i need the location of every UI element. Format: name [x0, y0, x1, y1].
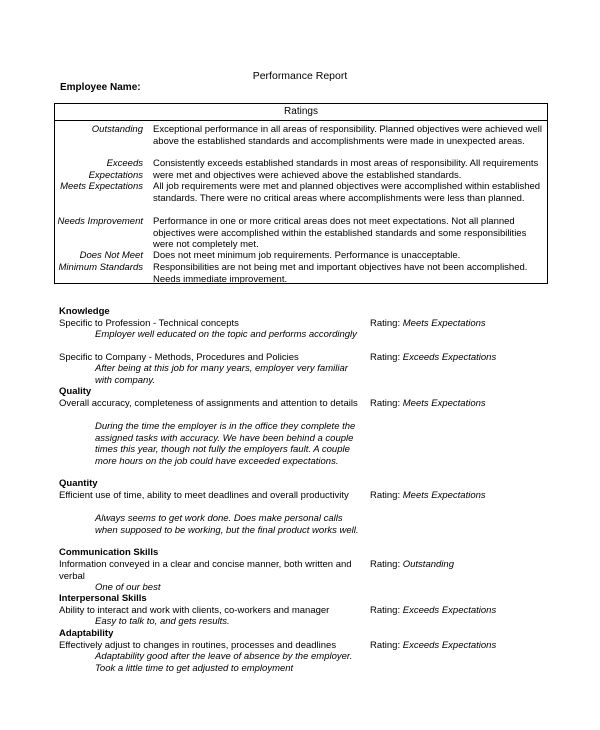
rating-value — [370, 318, 486, 330]
rating-level: Exceeds Expectations — [402, 605, 497, 616]
rating-prefix: Rating: — [370, 490, 401, 501]
comment-technical-concepts: Employer well educated on the topic and performs accordingly — [95, 329, 357, 340]
rating-value — [370, 559, 454, 571]
rating-definition: All job requirements were met and planned objectives were accomplished within established standards. There were no critical areas where accomplishments were less than planned. — [153, 181, 541, 204]
rating-prefix: Rating: — [370, 398, 401, 409]
section-title-quality: Quality — [59, 386, 92, 397]
rating-definition: Exceptional performance in all areas of responsibility. Planned objectives were achieved well above the established standards and accomplishments were made in unexpected areas. — [153, 124, 543, 147]
comment-adjust-changes: Adaptability good after the leave of absence by the employer. Took a little time to get adjusted to employment — [95, 651, 353, 674]
rating-value — [370, 398, 486, 410]
criterion-accuracy: Overall accuracy, completeness of assignments and attention to details — [59, 398, 358, 409]
criterion-interact-clients: Ability to interact and work with clients, co-workers and manager — [59, 605, 330, 616]
criterion-company-methods: Specific to Company - Methods, Procedures and Policies — [59, 352, 299, 363]
rating-definition: Performance in one or more critical areas does not meet expectations. Not all planned objectives were accomplished within the established standards and some responsibilities were not completely met. — [153, 216, 527, 250]
comment-efficient-time: Always seems to get work done. Does make personal calls when supposed to be working, but the final product works well. — [95, 513, 359, 536]
rating-definition: Responsibilities are not being met and important objectives have not been accomplished. Needs immediate improvement. — [153, 262, 528, 285]
comment-interact-clients: Easy to talk to, and gets results. — [95, 616, 230, 627]
section-title-knowledge: Knowledge — [59, 306, 110, 317]
employee-name-label: Employee Name: — [60, 82, 141, 93]
rating-prefix: Rating: — [370, 605, 401, 616]
rating-level: Meets Expectations — [402, 398, 486, 409]
section-title-interpersonal: Interpersonal Skills — [59, 593, 147, 604]
rating-level: Meets Expectations — [402, 318, 486, 329]
rating-prefix: Rating: — [370, 318, 401, 329]
section-title-communication: Communication Skills — [59, 547, 159, 558]
rating-level: Exceeds Expectations — [402, 352, 497, 363]
rating-level: Meets Expectations — [402, 490, 486, 501]
rating-level: Outstanding — [402, 559, 454, 570]
rating-definition: Does not meet minimum job requirements. Performance is unacceptable. — [153, 250, 461, 261]
criterion-efficient-time: Efficient use of time, ability to meet deadlines and overall productivity — [59, 490, 349, 501]
rating-term: Needs Improvement — [57, 216, 143, 227]
rating-prefix: Rating: — [370, 640, 401, 651]
ratings-table — [54, 103, 548, 284]
rating-term: Exceeds Expectations — [88, 158, 143, 181]
rating-value — [370, 640, 496, 652]
rating-prefix: Rating: — [370, 559, 401, 570]
comment-accuracy: During the time the employer is in the office they complete the assigned tasks with accuracy. We have been behind a couple times this year, though not fully the employers fault. A couple more hours on the job could have exceeded expectations. — [95, 421, 356, 467]
rating-value — [370, 490, 486, 502]
rating-prefix: Rating: — [370, 352, 401, 363]
rating-term: Outstanding — [91, 124, 143, 135]
rating-term: Minimum Standards — [58, 262, 143, 273]
section-title-quantity: Quantity — [59, 478, 98, 489]
rating-value — [370, 605, 496, 617]
section-title-adaptability: Adaptability — [59, 628, 114, 639]
rating-term: Meets Expectations — [60, 181, 143, 192]
comment-company-methods: After being at this job for many years, employer very familiar with company. — [95, 363, 348, 386]
report-title: Performance Report — [252, 70, 348, 82]
criterion-adjust-changes: Effectively adjust to changes in routines, processes and deadlines — [59, 640, 337, 651]
rating-value — [370, 352, 496, 364]
rating-term: Does Not Meet — [79, 250, 143, 261]
criterion-information-conveyed: Information conveyed in a clear and concise manner, both written and verbal — [59, 559, 352, 582]
criterion-technical-concepts: Specific to Profession - Technical concepts — [59, 318, 239, 329]
ratings-header: Ratings — [55, 104, 547, 121]
rating-definition: Consistently exceeds established standards in most areas of responsibility. All requirements were met and objectives were achieved above the established standards. — [153, 158, 539, 181]
comment-information-conveyed: One of our best — [95, 582, 161, 593]
rating-level: Exceeds Expectations — [402, 640, 497, 651]
